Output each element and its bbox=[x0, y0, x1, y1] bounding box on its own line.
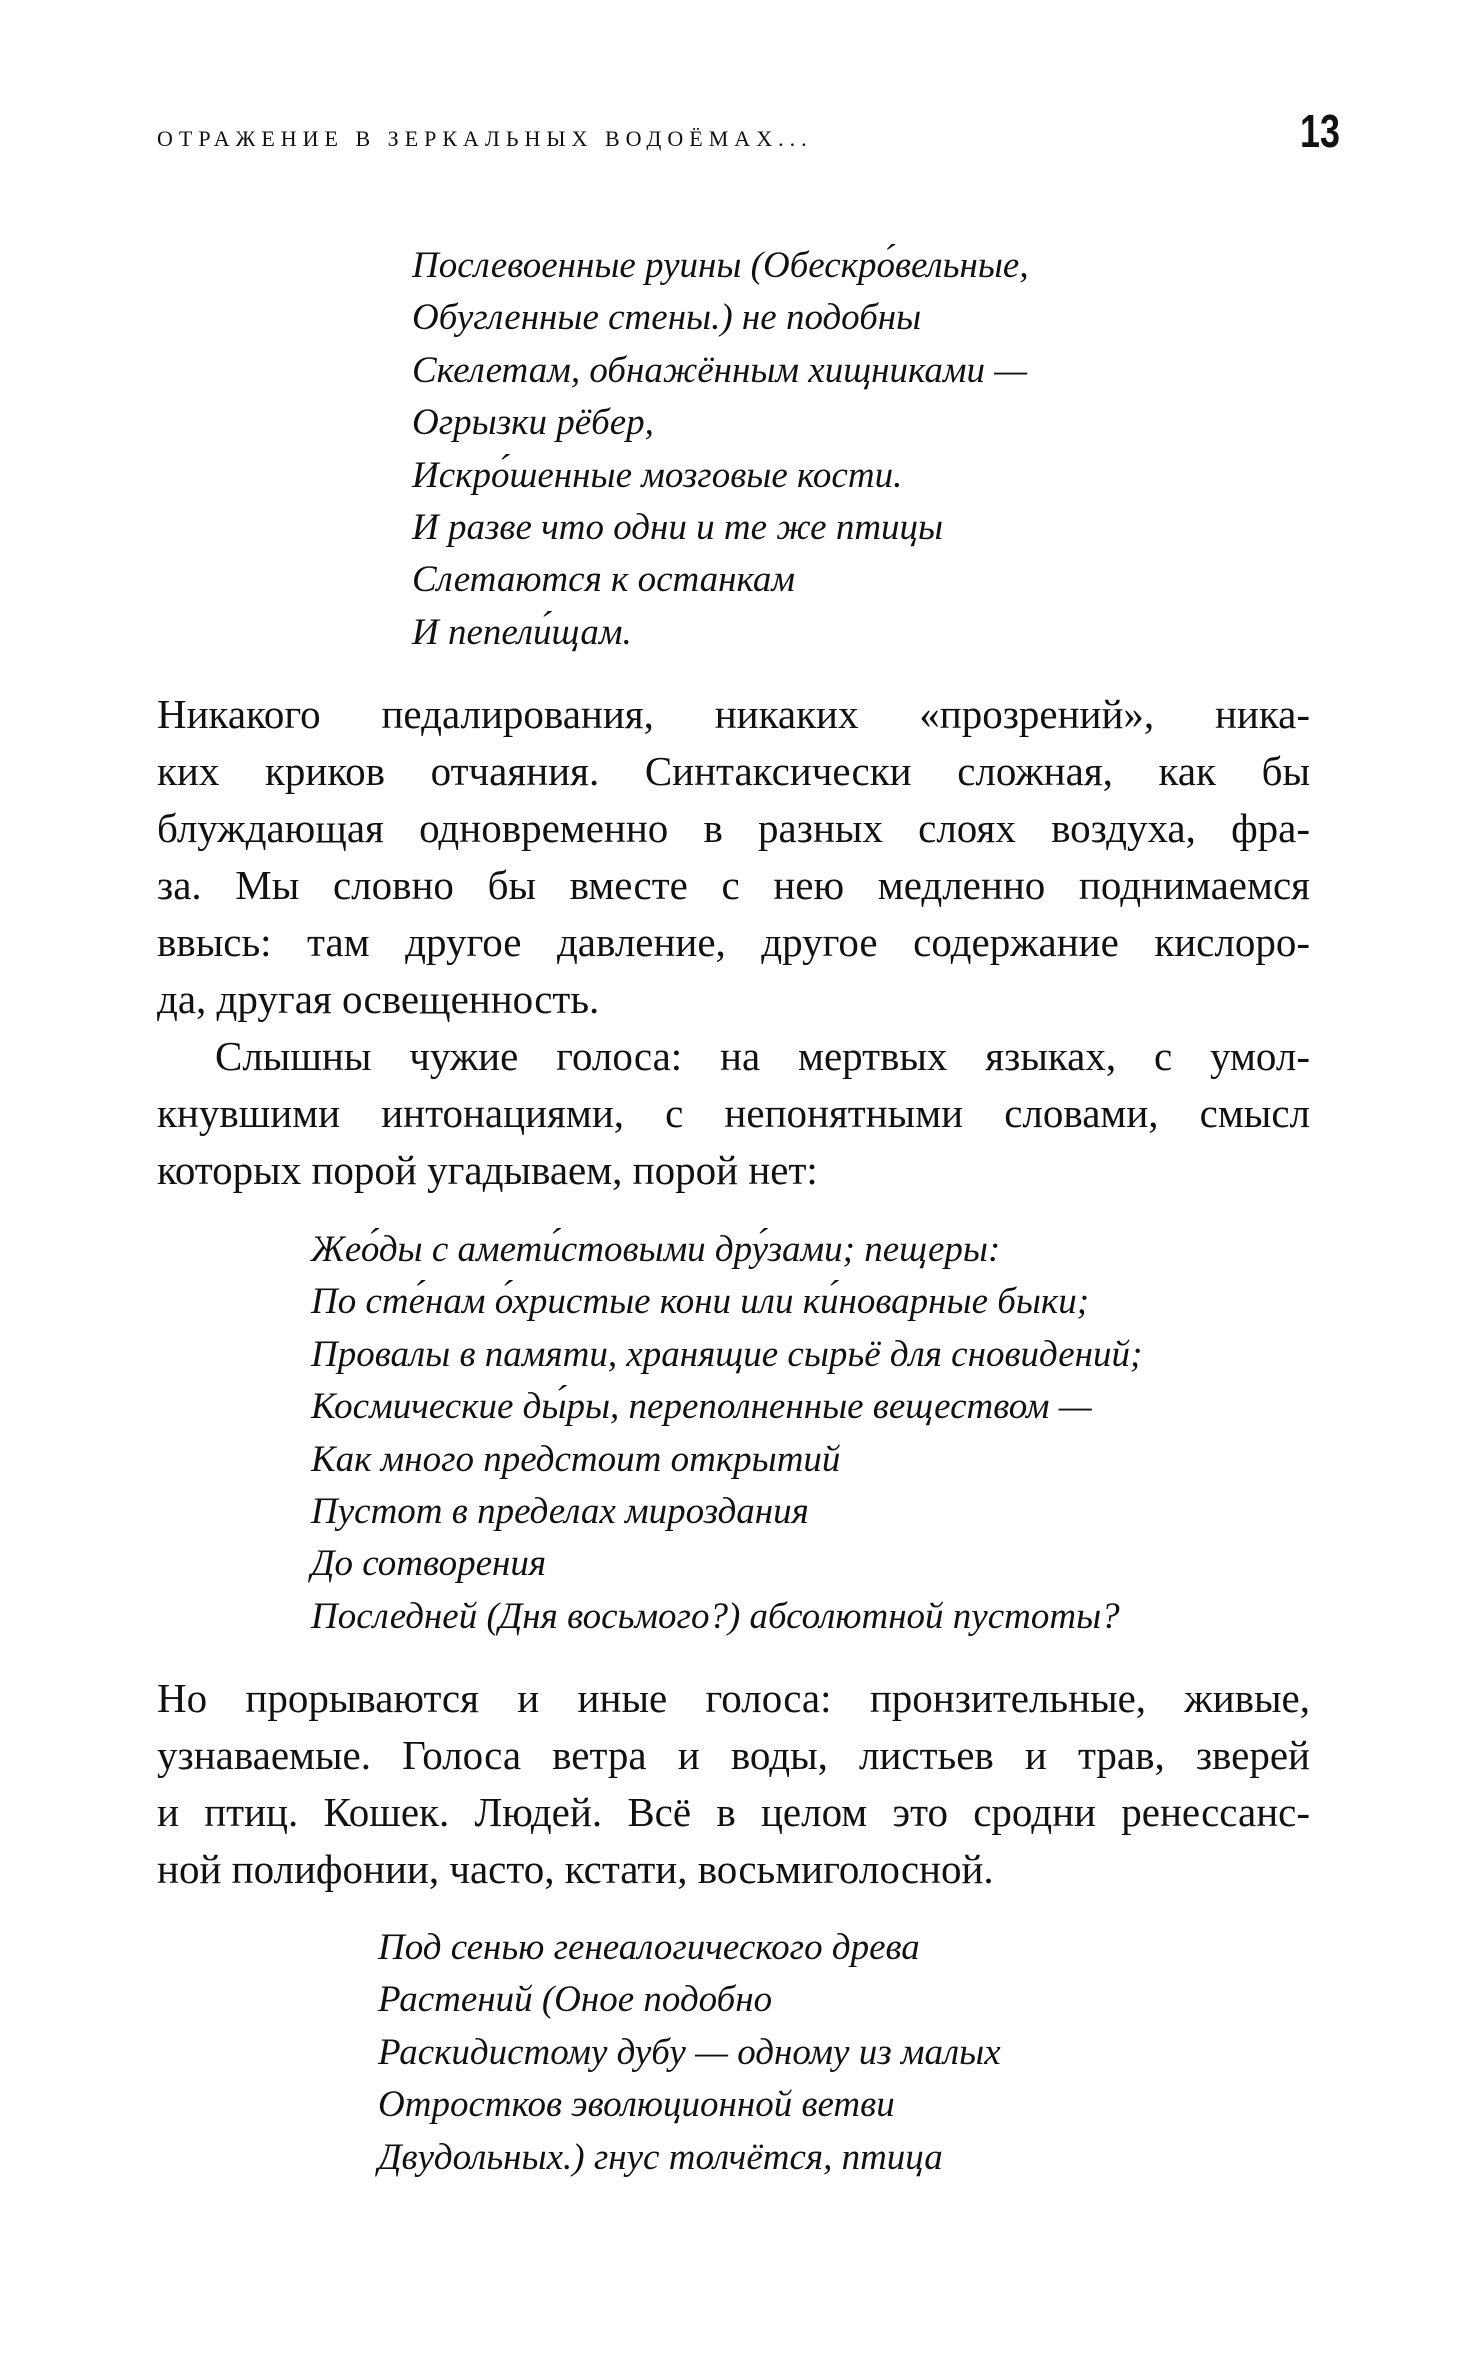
verse-line: Раскидистому дубу — одному из малых bbox=[378, 2031, 1001, 2073]
verse-line: Послевоенные руины (Обескро́вельные, bbox=[412, 245, 1029, 286]
text-line: ввысь: там другое давление, другое содержание кислоро- bbox=[157, 919, 1310, 965]
text-line: узнаваемые. Голоса ветра и воды, листьев и трав, зверей bbox=[157, 1732, 1310, 1778]
verse-line: И пепели́щам. bbox=[412, 611, 632, 653]
verse-line: Огрызки рёбер, bbox=[412, 402, 654, 444]
text-line: ной полифонии, часто, кстати, восьмиголосной. bbox=[157, 1846, 994, 1892]
verse-line: До сотворения bbox=[311, 1543, 547, 1585]
verse-line: Под сенью генеалогического древа bbox=[378, 1927, 920, 1968]
paragraph-1 bbox=[157, 686, 1310, 1028]
text-line: блуждающая одновременно в разных слоях воздуха, фра- bbox=[157, 805, 1310, 851]
verse-line: Пустот в пределах мироздания bbox=[311, 1490, 809, 1532]
poem-excerpt-3 bbox=[378, 1922, 1001, 2184]
text-line: кнувшими интонациями, с непонятными словами, смысл bbox=[157, 1090, 1310, 1136]
text-line: ких криков отчаяния. Синтаксически сложная, как бы bbox=[157, 748, 1310, 794]
text-line: Слышны чужие голоса: на мертвых языках, с умол- bbox=[215, 1033, 1310, 1079]
text-line: за. Мы словно бы вместе с нею медленно поднимаемся bbox=[157, 862, 1310, 908]
verse-line: Последней (Дня восьмого?) абсолютной пустоты? bbox=[311, 1595, 1120, 1637]
paragraph-3 bbox=[157, 1670, 1310, 1898]
text-line: Но прорываются и иные голоса: пронзительные, живые, bbox=[157, 1675, 1310, 1721]
verse-line: Растений (Оное подобно bbox=[378, 1979, 773, 2021]
verse-line: Искро́шенные мозговые кости. bbox=[412, 454, 903, 496]
paragraph-2 bbox=[157, 1028, 1310, 1199]
verse-line: Как много предстоит открытий bbox=[311, 1438, 841, 1480]
text-line: Никакого педалирования, никаких «прозрений», ника- bbox=[157, 691, 1310, 737]
verse-line: По сте́нам о́христые кони или ки́новарные быки; bbox=[311, 1281, 1090, 1323]
poem-excerpt-1 bbox=[412, 240, 1029, 659]
poem-excerpt-2 bbox=[311, 1224, 1142, 1643]
verse-line: Скелетам, обнажённым хищниками — bbox=[412, 349, 1028, 391]
verse-line: Отростков эволюционной ветви bbox=[378, 2084, 895, 2126]
verse-line: Провалы в памяти, хранящие сырьё для сновидений; bbox=[311, 1333, 1143, 1375]
text-line: да, другая освещенность. bbox=[157, 976, 600, 1022]
verse-line: Обугленные стены.) не подобны bbox=[412, 297, 922, 339]
verse-line: И разве что одни и те же птицы bbox=[412, 506, 944, 548]
verse-line: Космические ды́ры, переполненные веществом — bbox=[311, 1386, 1092, 1428]
verse-line: Двудольных.) гнус толчётся, птица bbox=[378, 2136, 943, 2178]
running-head: ОТРАЖЕНИЕ В ЗЕРКАЛЬНЫХ ВОДОЁМАХ... bbox=[157, 126, 813, 151]
verse-line: Жео́ды с амети́стовыми дру́зами; пещеры: bbox=[311, 1229, 1001, 1270]
verse-line: Слетаются к останкам bbox=[412, 559, 796, 601]
text-line: и птиц. Кошек. Людей. Всё в целом это сродни ренессанс- bbox=[157, 1789, 1310, 1835]
page-number: 13 bbox=[1300, 105, 1340, 157]
text-line: которых порой угадываем, порой нет: bbox=[157, 1147, 818, 1193]
